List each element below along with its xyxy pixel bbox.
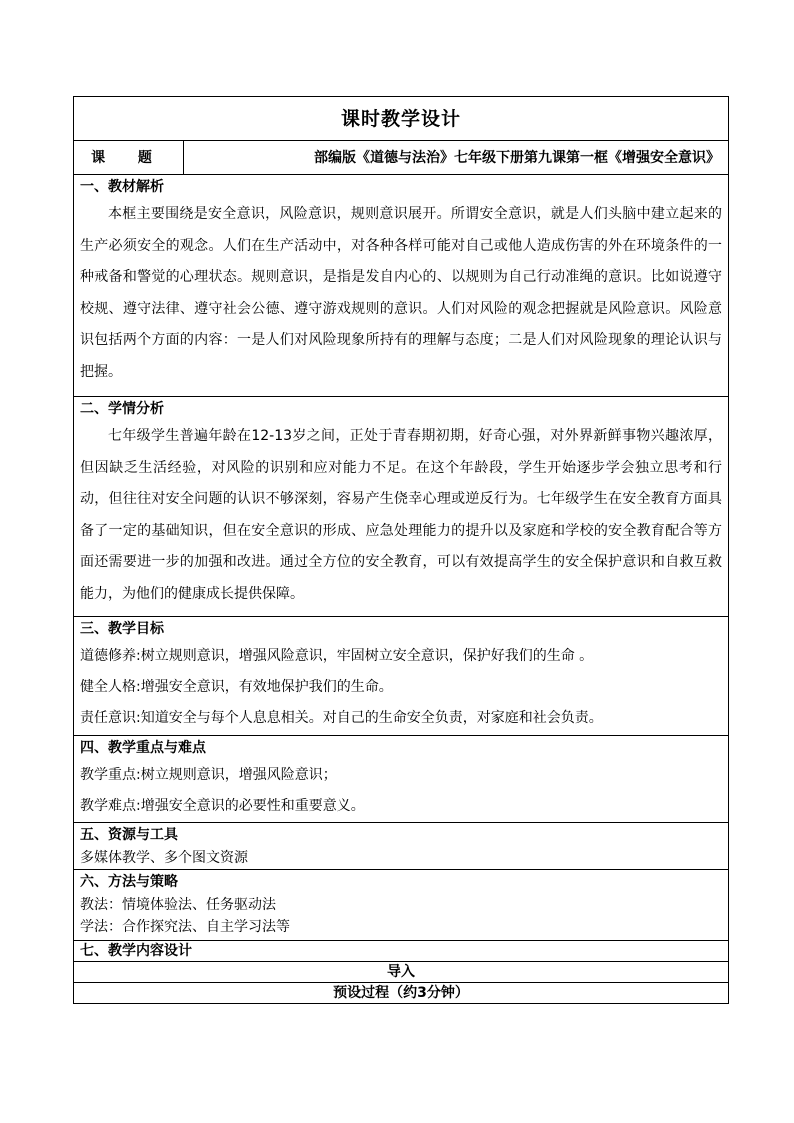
goal-line: 责任意识:知道安全与每个人息息相关。对自己的生命安全负责，对家庭和社会负责。 bbox=[80, 710, 603, 726]
method-line: 教法：情境体验法、任务驱动法 bbox=[80, 897, 276, 913]
topic-row bbox=[74, 141, 729, 175]
section-key-points bbox=[74, 736, 729, 823]
topic-value: 部编版《道德与法治》七年级下册第九课第一框《增强安全意识》 bbox=[184, 141, 729, 175]
section-heading: 三、教学目标 bbox=[80, 621, 164, 637]
document-title: 课时教学设计 bbox=[74, 97, 729, 141]
lesson-plan-table bbox=[73, 96, 729, 1004]
section-textbook-analysis bbox=[74, 175, 729, 397]
section-body: 七年级学生普遍年龄在12-13岁之间，正处于青春期初期，好奇心强，对外界新鲜事物兴趣浓厚，但因缺乏生活经验，对风险的识别和应对能力不足。在这个年龄段，学生开始逐步学会独立思考和行动，但往往对安全问题的认识不够深刻，容易产生侥幸心理或逆反行为。七年级学生在安全教育方面具备了一定的基础知识，但在安全意识的形成、应急处理能力的提升以及家庭和学校的安全教育配合等方面还需要进一步的加强和改进。通过全方位的安全教育，可以有效提高学生的安全保护意识和自救互救能力，为他们的健康成长提供保障。 bbox=[80, 428, 723, 602]
method-line: 学法：合作探究法、自主学习法等 bbox=[80, 919, 290, 935]
intro-row bbox=[74, 962, 729, 983]
section-content-design bbox=[74, 941, 729, 962]
section-heading: 六、方法与策略 bbox=[80, 874, 178, 890]
section-methods bbox=[74, 870, 729, 941]
lesson-plan-page bbox=[73, 96, 728, 1004]
section-resources bbox=[74, 823, 729, 870]
section-student-analysis bbox=[74, 397, 729, 617]
goal-line: 健全人格:增强安全意识，有效地保护我们的生命。 bbox=[80, 679, 393, 695]
key-point-line: 教学重点:树立规则意识，增强风险意识； bbox=[80, 767, 337, 783]
intro-process: 预设过程（约3分钟） bbox=[74, 983, 729, 1004]
intro-label: 导入 bbox=[74, 962, 729, 983]
section-heading: 七、教学内容设计 bbox=[80, 943, 192, 959]
section-body: 本框主要围绕是安全意识，风险意识，规则意识展开。所谓安全意识，就是人们头脑中建立起来的生产必须安全的观念。人们在生产活动中，对各种各样可能对自己或他人造成伤害的外在环境条件的一种戒备和警觉的心理状态。规则意识，是指是发自内心的、以规则为自己行动准绳的意识。比如说遵守校规、遵守法律、遵守社会公德、遵守游戏规则的意识。人们对风险的观念把握就是风险意识。风险意识包括两个方面的内容：一是人们对风险现象所持有的理解与态度；二是人们对风险现象的理论认识与把握。 bbox=[80, 206, 723, 380]
section-heading: 四、教学重点与难点 bbox=[80, 740, 206, 756]
section-heading: 二、学情分析 bbox=[80, 401, 164, 417]
section-heading: 一、教材解析 bbox=[80, 179, 164, 195]
topic-label: 课 题 bbox=[74, 141, 184, 175]
section-teaching-goals bbox=[74, 617, 729, 736]
resource-line: 多媒体教学、多个图文资源 bbox=[80, 850, 248, 866]
process-row bbox=[74, 983, 729, 1004]
section-heading: 五、资源与工具 bbox=[80, 827, 178, 843]
title-row bbox=[74, 97, 729, 141]
goal-line: 道德修养:树立规则意识，增强风险意识，牢固树立安全意识，保护好我们的生命 。 bbox=[80, 648, 594, 664]
key-point-line: 教学难点:增强安全意识的必要性和重要意义。 bbox=[80, 798, 365, 814]
